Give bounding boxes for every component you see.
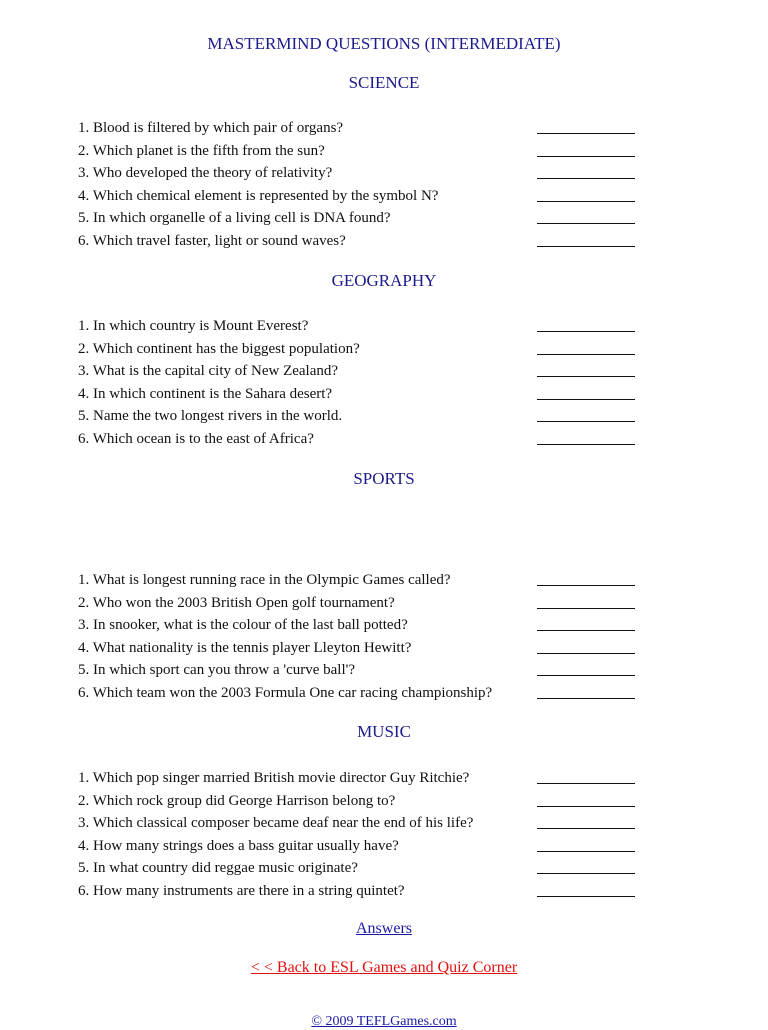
answers-link[interactable]: Answers — [356, 920, 412, 937]
question-row — [78, 231, 638, 254]
question-text: 6. How many instruments are there in a string quintet? — [78, 882, 405, 899]
question-row — [78, 768, 638, 791]
question-text: 4. In which continent is the Sahara desert? — [78, 385, 333, 402]
question-text: 6. Which travel faster, light or sound waves? — [78, 232, 346, 249]
answer-blank — [537, 118, 635, 134]
question-text: 2. Which planet is the fifth from the sun? — [78, 142, 325, 159]
answer-blank — [537, 141, 635, 157]
question-text: 1. In which country is Mount Everest? — [78, 318, 309, 334]
question-list-sports — [78, 570, 638, 706]
back-to-quiz-corner-link[interactable]: < < Back to ESL Games and Quiz Corner — [250, 959, 518, 976]
question-text: 2. Who won the 2003 British Open golf tournament? — [78, 594, 395, 611]
question-row — [78, 141, 638, 164]
question-row — [78, 836, 638, 859]
question-row — [78, 881, 638, 904]
question-text: 2. Which continent has the biggest population? — [78, 340, 360, 357]
question-list-science — [78, 118, 638, 254]
question-row — [78, 858, 638, 881]
answer-blank — [537, 361, 635, 377]
section-heading-music: MUSIC — [357, 722, 411, 741]
question-row — [78, 384, 638, 407]
question-row — [78, 361, 638, 384]
answer-blank — [537, 208, 635, 224]
question-text: 5. Name the two longest rivers in the world. — [78, 408, 343, 425]
question-text: 3. In snooker, what is the colour of the last ball potted? — [78, 617, 408, 634]
question-row — [78, 660, 638, 683]
question-row — [78, 683, 638, 706]
question-row — [78, 429, 638, 452]
answer-blank — [537, 384, 635, 400]
question-row — [78, 163, 638, 186]
question-text: 1. What is longest running race in the Olympic Games called? — [78, 572, 451, 588]
question-row — [78, 813, 638, 836]
question-row — [78, 208, 638, 231]
question-text: 3. What is the capital city of New Zealand? — [78, 363, 339, 380]
section-heading-geography: GEOGRAPHY — [331, 271, 437, 290]
question-text: 4. What nationality is the tennis player Lleyton Hewitt? — [78, 639, 412, 656]
answer-blank — [537, 858, 635, 874]
answer-blank — [537, 768, 635, 784]
page-title: MASTERMIND QUESTIONS (INTERMEDIATE) — [207, 34, 561, 53]
question-text: 1. Blood is filtered by which pair of organs? — [78, 120, 344, 136]
question-row — [78, 615, 638, 638]
answer-blank — [537, 339, 635, 355]
question-row — [78, 339, 638, 362]
answer-blank — [537, 836, 635, 852]
question-text: 3. Who developed the theory of relativity? — [78, 165, 333, 182]
section-heading-science: SCIENCE — [348, 73, 420, 92]
question-text: 4. Which chemical element is represented by the symbol N? — [78, 187, 439, 204]
answer-blank — [537, 231, 635, 247]
answer-blank — [537, 570, 635, 586]
question-row — [78, 593, 638, 616]
question-row — [78, 638, 638, 661]
question-row — [78, 118, 638, 141]
question-text: 2. Which rock group did George Harrison belong to? — [78, 792, 396, 809]
answer-blank — [537, 791, 635, 807]
question-row — [78, 406, 638, 429]
answer-blank — [537, 406, 635, 422]
answer-blank — [537, 316, 635, 332]
question-list-geography — [78, 316, 638, 452]
question-text: 3. Which classical composer became deaf near the end of his life? — [78, 815, 474, 832]
copyright-footer[interactable]: © 2009 TEFLGames.com — [311, 1014, 457, 1029]
question-text: 5. In which organelle of a living cell is DNA found? — [78, 210, 391, 227]
answer-blank — [537, 593, 635, 609]
section-heading-sports: SPORTS — [353, 469, 415, 488]
question-row — [78, 570, 638, 593]
question-text: 6. Which ocean is to the east of Africa? — [78, 430, 314, 447]
question-list-music — [78, 768, 638, 904]
answer-blank — [537, 615, 635, 631]
question-row — [78, 791, 638, 814]
answer-blank — [537, 881, 635, 897]
question-row — [78, 316, 638, 339]
question-text: 5. In which sport can you throw a 'curve ball'? — [78, 662, 355, 679]
answer-blank — [537, 683, 635, 699]
answer-blank — [537, 186, 635, 202]
answer-blank — [537, 813, 635, 829]
question-text: 5. In what country did reggae music originate? — [78, 860, 358, 877]
question-text: 1. Which pop singer married British movie director Guy Ritchie? — [78, 770, 470, 786]
answer-blank — [537, 163, 635, 179]
answer-blank — [537, 429, 635, 445]
question-text: 4. How many strings does a bass guitar usually have? — [78, 837, 399, 854]
question-text: 6. Which team won the 2003 Formula One car racing championship? — [78, 684, 493, 701]
answer-blank — [537, 638, 635, 654]
question-row — [78, 186, 638, 209]
answer-blank — [537, 660, 635, 676]
